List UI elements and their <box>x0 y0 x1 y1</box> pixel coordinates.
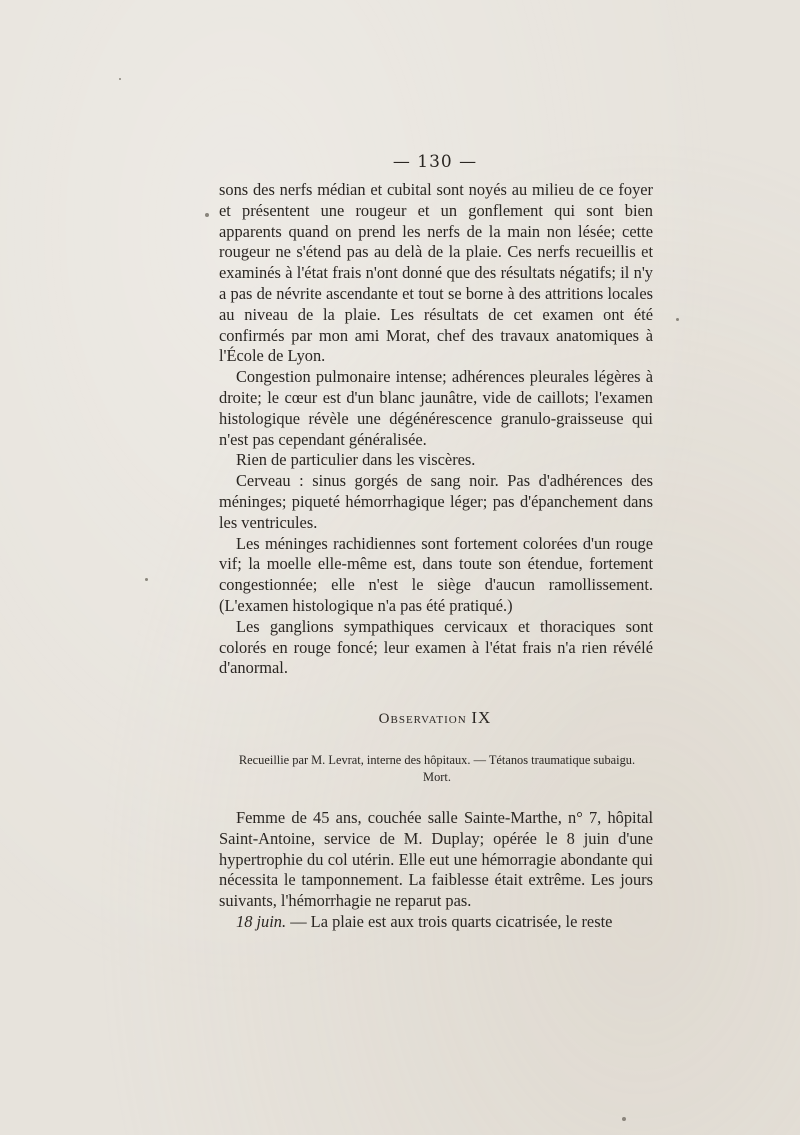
observation-heading <box>0 708 800 728</box>
observation-text <box>219 808 653 933</box>
observation-subtitle: Recueillie par M. Levrat, interne des hôpitaux. — Tétanos traumatique subaigu. Mort. <box>238 753 636 784</box>
paragraph-18-juin <box>219 912 653 933</box>
paper-speck <box>676 318 679 321</box>
main-text-continued <box>219 180 653 679</box>
paper-speck <box>205 213 209 217</box>
paper-speck <box>119 78 121 80</box>
page-number: — 130 — <box>392 152 478 172</box>
paper-speck <box>145 578 148 581</box>
observation-label: Observation <box>378 711 467 727</box>
paragraph-femme: Femme de 45 ans, couchée salle Sainte-Marthe, n° 7, hôpital Saint-Antoine, service de M. Duplay; opérée le 8 juin d'une hypertrophie du col utérin. Elle eut une hémorragie abondante qui nécessita le tamponnement. La faiblesse était extrême. Les jours suivants, l'hémorrhagie ne reparut pas. <box>219 808 653 911</box>
date-18-juin: 18 juin. <box>236 911 287 931</box>
paragraph-18-juin-text: — La plaie est aux trois quarts cicatrisée, le reste <box>286 911 613 931</box>
paragraph-ganglions: Les ganglions sympathiques cervicaux et thoraciques sont colorés en rouge foncé; leur examen à l'état frais n'a rien révélé d'anormal. <box>219 616 653 678</box>
paragraph-cerveau: Cerveau : sinus gorgés de sang noir. Pas d'adhérences des méninges; piqueté hémorrhagique léger; pas d'épanchement dans les ventricules. <box>219 471 653 532</box>
observation-number: IX <box>471 708 492 727</box>
paragraph-congestion: Congestion pulmonaire intense; adhérences pleurales légères à droite; le cœur est d'un blanc jaunâtre, vide de caillots; l'examen histologique révèle une dégénérescence granulo-graisseuse qui n'est pas cependant généralisée. <box>219 367 653 449</box>
paragraph-nerfs: sons des nerfs médian et cubital sont noyés au milieu de ce foyer et présentent une rougeur et un gonflement qui sont bien apparents quand on prend les nerfs de la main non lésée; cette rougeur ne s'étend pas au delà de la plaie. Ces nerfs recueillis et examinés à l'état frais n'ont donné que des résultats négatifs; il n'y a pas de névrite ascendante et tout se borne à des attritions locales au niveau de la plaie. Les résultats de cet examen ont été confirmés par mon ami Morat, chef des travaux anatomiques à l'École de Lyon. <box>219 180 653 366</box>
paper-speck <box>622 1117 626 1121</box>
paragraph-meninges: Les méninges rachidiennes sont fortement colorées d'un rouge vif; la moelle elle-même est, dans toute son étendue, fortement congestionnée; elle n'est le siège d'aucun ramollissement. (L'examen histologique n'a pas été pratiqué.) <box>219 533 653 615</box>
paragraph-visceres: Rien de particulier dans les viscères. <box>236 450 476 470</box>
